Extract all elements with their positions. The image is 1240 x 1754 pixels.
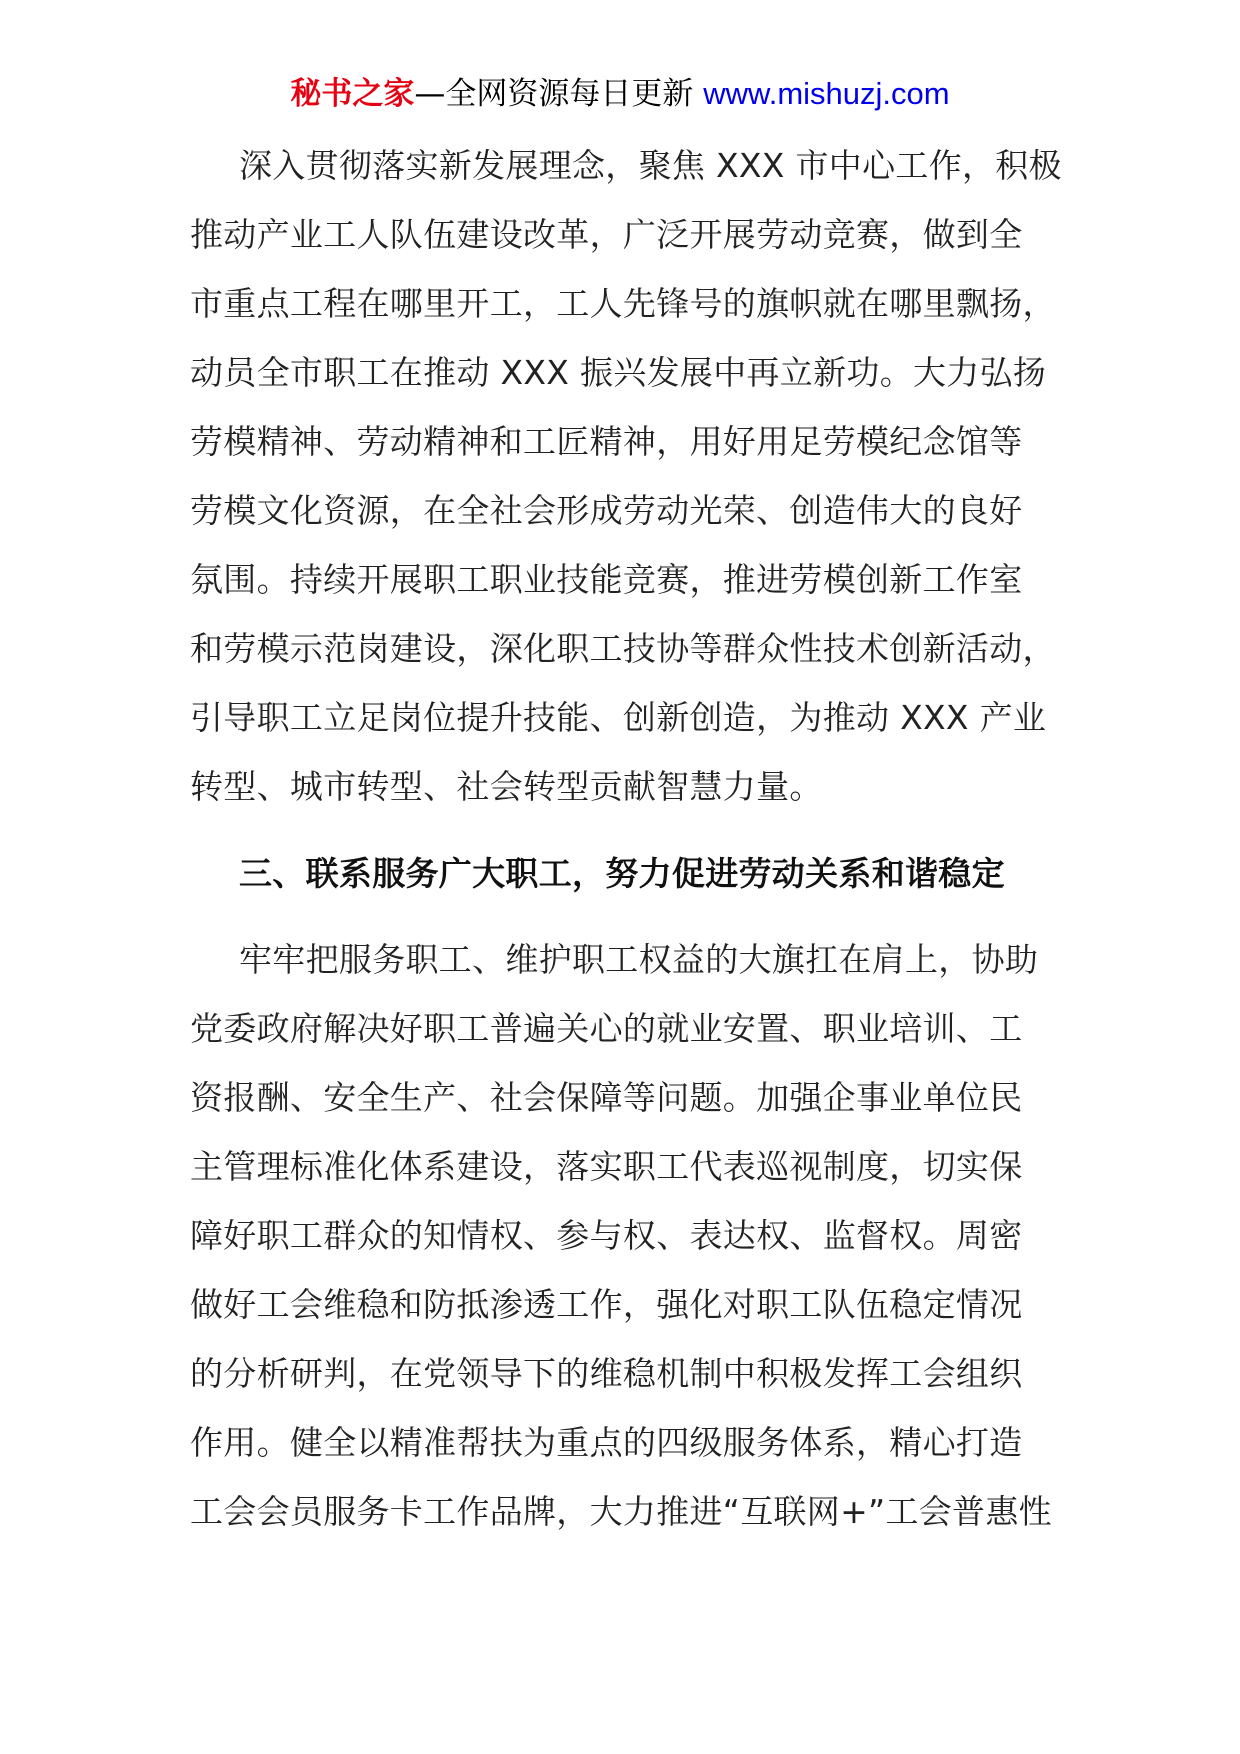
paragraph-line: 资报酬、安全生产、社会保障等问题。加强企事业单位民 (190, 1078, 1023, 1117)
site-header (0, 72, 1240, 116)
paragraph-line: 做好工会维稳和防抵渗透工作，强化对职工队伍稳定情况 (190, 1285, 1023, 1324)
paragraph-line: 氛围。持续开展职工职业技能竞赛，推进劳模创新工作室 (190, 560, 1023, 599)
paragraph-line: 推动产业工人队伍建设改革，广泛开展劳动竞赛，做到全 (190, 215, 1023, 254)
paragraph-line: 市重点工程在哪里开工，工人先锋号的旗帜就在哪里飘扬， (190, 284, 1056, 323)
paragraph-line: 动员全市职工在推动 XXX 振兴发展中再立新功。大力弘扬 (190, 353, 1047, 392)
site-slogan: —全网资源每日更新 (414, 76, 704, 112)
paragraph-line: 和劳模示范岗建设，深化职工技协等群众性技术创新活动， (190, 629, 1056, 668)
paragraph-line: 引导职工立足岗位提升技能、创新创造，为推动 XXX 产业 (190, 698, 1047, 737)
paragraph-line: 障好职工群众的知情权、参与权、表达权、监督权。周密 (190, 1216, 1023, 1255)
section-heading: 三、联系服务广大职工，努力促进劳动关系和谐稳定 (239, 854, 1005, 893)
site-brand: 秘书之家 (290, 76, 415, 112)
paragraph-line: 转型、城市转型、社会转型贡献智慧力量。 (190, 767, 823, 806)
paragraph-line: 主管理标准化体系建设，落实职工代表巡视制度，切实保 (190, 1147, 1023, 1186)
paragraph-line: 党委政府解决好职工普遍关心的就业安置、职业培训、工 (190, 1009, 1023, 1048)
paragraph-line: 牢牢把服务职工、维护职工权益的大旗扛在肩上，协助 (239, 940, 1039, 979)
paragraph-line: 劳模精神、劳动精神和工匠精神，用好用足劳模纪念馆等 (190, 422, 1023, 461)
paragraph-line: 作用。健全以精准帮扶为重点的四级服务体系，精心打造 (190, 1423, 1023, 1462)
paragraph-line: 的分析研判，在党领导下的维稳机制中积极发挥工会组织 (190, 1354, 1023, 1393)
site-url-link[interactable]: www.mishuzj.com (703, 76, 950, 111)
paragraph-line: 劳模文化资源，在全社会形成劳动光荣、创造伟大的良好 (190, 491, 1023, 530)
paragraph-line: 深入贯彻落实新发展理念，聚焦 XXX 市中心工作，积极 (239, 146, 1062, 185)
paragraph-line: 工会会员服务卡工作品牌，大力推进“互联网+”工会普惠性 (190, 1492, 1052, 1531)
